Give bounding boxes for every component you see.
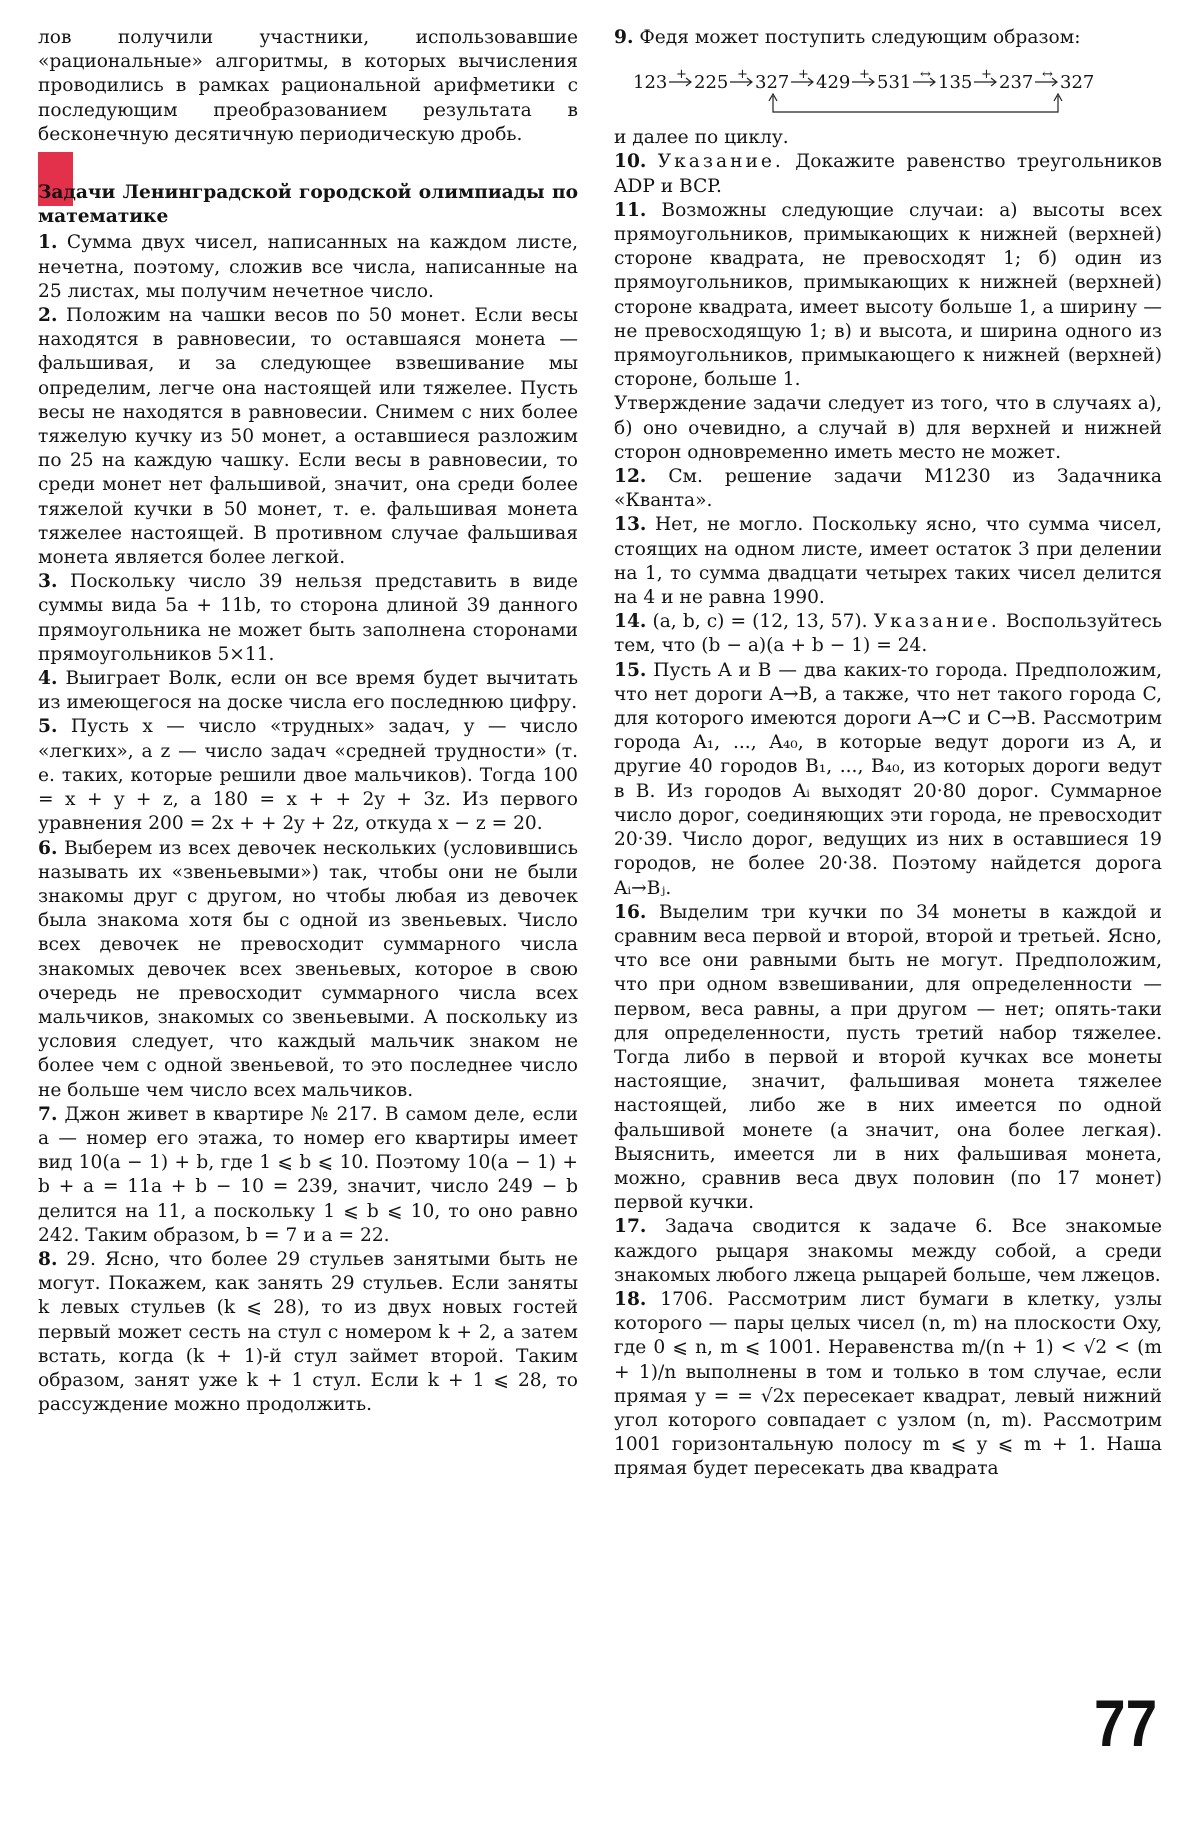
right-column xyxy=(614,26,1162,1482)
section-heading-text: Задачи Ленинградской городской олимпиады по математике xyxy=(38,182,578,228)
solution-text: Выиграет Волк, если он все время будет вычитать из имеющегося на доске числа его последнюю цифру. xyxy=(38,668,578,714)
cycle-operation: + xyxy=(798,67,809,83)
solution-number: 5. xyxy=(38,716,58,738)
solution-2 xyxy=(38,304,578,570)
solution-number: 10. xyxy=(614,151,647,173)
section-heading xyxy=(38,181,578,229)
solution-text: Выделим три кучки по 34 монеты в каждой и сравним веса первой и второй, второй и третьей. Ясно, что все они равными быть не могут. Предположим, что при одном взвешивании, для определенности — первом, веса равны, а при другом — нет; опять-таки для определенности, пусть третий набор тяжелее. Тогда либо в первой и второй кучках все монеты настоящие, значит, фальшивая монета тяжелее настоящей, либо же в них имеется по одной фальшивой монете (а значит, она более легкая). Выяснить, имеется ли в них фальшивая монета, можно, сравнив веса двух половин (по 17 монет) первой кучки. xyxy=(614,901,1162,1214)
solution-text: Пусть A и B — два каких-то города. Предположим, что нет дороги A→B, а также, что нет такого города C, для которого имеются дороги A→C и C→B. Рассмотрим города A₁, ..., A₄₀, в которые ведут дороги из A, и другие 40 городов B₁, ..., B₄₀, из которых дороги ведут в B. Из городов Aᵢ выходят 20·80 дорог. Суммарное число дорог, соединяющих эти города, не превосходит 20·39. Число дорог, ведущих из них в оставшиеся 19 городов, не более 20·38. Поэтому найдется дорога Aᵢ→Bⱼ. xyxy=(614,659,1162,899)
cycle-diagram xyxy=(631,60,1151,126)
solution-text: Пусть x — число «трудных» задач, y — число «легких», а z — число задач «средней трудности» (т. е. таких, которые решили двое мальчиков). Тогда 100 = x + y + z, а 180 = x + + 2y + 3z. Из первого уравнения 200 = 2x + + 2y + 2z, откуда x − z = 20. xyxy=(38,716,579,835)
solution-text: (a, b, c) = (12, 13, 57). xyxy=(652,611,868,633)
solution-14 xyxy=(614,610,1162,658)
intro-paragraph: лов получили участники, использовавшие «рациональные» алгоритмы, в которых вычисления проводились в рамках рациональной арифметики с последующим преобразованием результата в бесконечную десятичную периодическую дробь. xyxy=(38,27,578,145)
cycle-number: 327 xyxy=(1060,72,1095,94)
cycle-number: 429 xyxy=(816,72,851,94)
solution-text: Сумма двух чисел, написанных на каждом листе, нечетна, поэтому, сложив все числа, написанные на 25 листах, мы получим нечетное число. xyxy=(38,232,578,302)
solution-text: Воспользуйтесь тем, что (b − a)(a + b − 1) = 24. xyxy=(614,611,1162,657)
solution-9 xyxy=(614,26,1162,50)
solution-1 xyxy=(38,231,578,304)
solution-11-continued: Утверждение задачи следует из того, что в случаях а), б) оно очевидно, а случай в) для верхней и нижней сторон одновременно иметь место не может. xyxy=(614,393,1162,463)
solution-13 xyxy=(614,513,1162,610)
cycle-sequence xyxy=(633,67,1094,93)
solution-16 xyxy=(614,901,1162,1216)
solution-8 xyxy=(38,1248,578,1417)
solution-number: 15. xyxy=(614,659,647,681)
cycle-number: 123 xyxy=(633,72,668,94)
cycle-number: 237 xyxy=(999,72,1034,94)
solution-number: 1. xyxy=(38,232,58,254)
cycle-number: 327 xyxy=(755,72,790,94)
solution-number: 18. xyxy=(614,1288,647,1310)
cycle-operation: + xyxy=(676,67,687,83)
solution-number: 14. xyxy=(614,611,647,633)
solution-number: 6. xyxy=(38,837,58,859)
solution-text: Джон живет в квартире № 217. В самом деле, если a — номер его этажа, то номер его квартиры имеет вид 10(a − 1) + b, где 1 ⩽ b ⩽ 10. Поэтому 10(a − 1) + b + a = 11a + b − 10 = 239, значит, число 249 − b делится на 11, а поскольку 1 ⩽ b ⩽ 10, то оно равно 242. Таким образом, b = 7 и a = 22. xyxy=(38,1103,578,1246)
hint-label: Указание. xyxy=(873,611,1000,633)
cycle-return-head xyxy=(769,94,1062,101)
solution-text: Федя может поступить следующим образом: xyxy=(639,27,1081,48)
solution-12 xyxy=(614,465,1162,513)
solution-10 xyxy=(614,150,1162,198)
solution-text: Возможны следующие случаи: а) высоты всех прямоугольников, примыкающих к нижней (верхней) стороне квадрата, не превосходят 1; б) один из прямоугольников, примыкающих к нижней (верхней) стороне квадрата, имеет высоту больше 1, а ширину — не превосходящую 1; в) и высота, и ширина одного из прямоугольников, примыкающего к нижней (верхней) стороне, больше 1. xyxy=(614,199,1162,391)
solution-11 xyxy=(614,199,1162,393)
solution-18 xyxy=(614,1288,1162,1482)
hint-label: Указание. xyxy=(657,151,784,173)
cycle-number: 531 xyxy=(877,72,912,94)
solution-text: Положим на чашки весов по 50 монет. Если весы находятся в равновесии, то оставшаяся монета — фальшивая, и за следующее взвешивание мы определим, легче она настоящей или тяжелее. Пусть весы не находятся в равновесии. Снимем с них более тяжелую кучку из 50 монет, а оставшиеся разложим по 25 на каждую чашку. Если весы в равновесии, то среди монет нет фальшивой, значит, она среди более тяжелой кучки в 50 монет, т. е. фальшивая монета тяжелее настоящей. В противном случае фальшивая монета является более легкой. xyxy=(38,305,578,569)
solution-text: Поскольку число 39 нельзя представить в виде суммы вида 5a + 11b, то сторона длиной 39 данного прямоугольника не может быть заполнена сторонами прямоугольников 5×11. xyxy=(38,571,578,665)
cycle-operation: + xyxy=(981,67,992,83)
solution-5 xyxy=(38,715,578,836)
cycle-number: 225 xyxy=(694,72,729,94)
page-number: 77 xyxy=(1094,1686,1158,1760)
cycle-operation: ↔ xyxy=(1042,67,1053,83)
solution-4 xyxy=(38,667,578,715)
solution-text: Нет, не могло. Поскольку ясно, что сумма чисел, стоящих на одном листе, имеет остаток 3 при делении на 1, то сумма двадцати четырех таких чисел делится на 4 и не равна 1990. xyxy=(614,514,1162,609)
solution-text: Задача сводится к задаче 6. Все знакомые каждого рыцаря знакомы между собой, а среди знакомых любого лжеца рыцарей больше, чем лжецов. xyxy=(614,1216,1163,1286)
solution-text: Выберем из всех девочек нескольких (условившись называть их «звеньевыми») так, чтобы они не были знакомы друг с другом, но чтобы любая из девочек была знакома хотя бы с одной из звеньевых. Число всех девочек не превосходит суммарного числа знакомых девочек всех звеньевых, которое в свою очередь не превосходит суммарного числа всех мальчиков, знакомых со звеньевыми. А поскольку из условия следует, что каждый мальчик знаком не более чем с одной звеньевой, то это последнее число не больше чем число всех мальчиков. xyxy=(38,837,578,1101)
solution-text: См. решение задачи М1230 из Задачника «Кванта». xyxy=(614,466,1162,512)
solution-number: 8. xyxy=(38,1248,58,1270)
solution-number: 7. xyxy=(38,1103,58,1125)
left-column xyxy=(38,26,578,1417)
cycle-operation: + xyxy=(859,67,870,83)
solution-17 xyxy=(614,1215,1162,1288)
solution-7 xyxy=(38,1103,578,1248)
cycle-number: 135 xyxy=(938,72,973,94)
solution-number: 16. xyxy=(614,901,647,923)
cycle-operation: ↔ xyxy=(920,67,931,83)
solution-number: 12. xyxy=(614,466,647,488)
solution-6 xyxy=(38,837,578,1103)
solution-number: 13. xyxy=(614,514,647,536)
solution-3 xyxy=(38,570,578,667)
solution-text: 29. Ясно, что более 29 стульев занятыми быть не могут. Покажем, как занять 29 стульев. Если заняты k левых стульев (k ⩽ 28), то из двух новых гостей первый может сесть на стул с номером k + 2, а затем встать, когда (k + 1)-й стул займет второй. Таким образом, занят уже k + 1 стул. Если k + 1 ⩽ 28, то рассуждение можно продолжить. xyxy=(38,1248,578,1416)
solution-number: 3. xyxy=(38,571,58,593)
solution-text: Докажите равенство треугольников ADP и BCP. xyxy=(614,151,1163,197)
solution-number: 11. xyxy=(614,199,647,221)
cycle-continuation: и далее по циклу. xyxy=(614,127,789,149)
cycle-operation: + xyxy=(737,67,748,83)
solution-number: 17. xyxy=(614,1216,647,1238)
cycle-return-arrow xyxy=(773,96,1058,112)
solution-text: 1706. Рассмотрим лист бумаги в клетку, узлы которого — пары целых чисел (n, m) на плоскости Oxy, где 0 ⩽ n, m ⩽ 1001. Неравенства m/(n + 1) < √2 < (m + 1)/n выполнены в том и только в том случае, если прямая y = = √2x пересекает квадрат, левый нижний угол которого совпадает с узлом (n, m). Рассмотрим 1001 горизонтальную полосу m ⩽ y ⩽ m + 1. Наша прямая будет пересекать два квадрата xyxy=(614,1288,1162,1480)
solution-number: 2. xyxy=(38,305,58,327)
solution-number: 9. xyxy=(614,27,634,48)
solution-number: 4. xyxy=(38,668,58,690)
solution-15 xyxy=(614,659,1162,901)
